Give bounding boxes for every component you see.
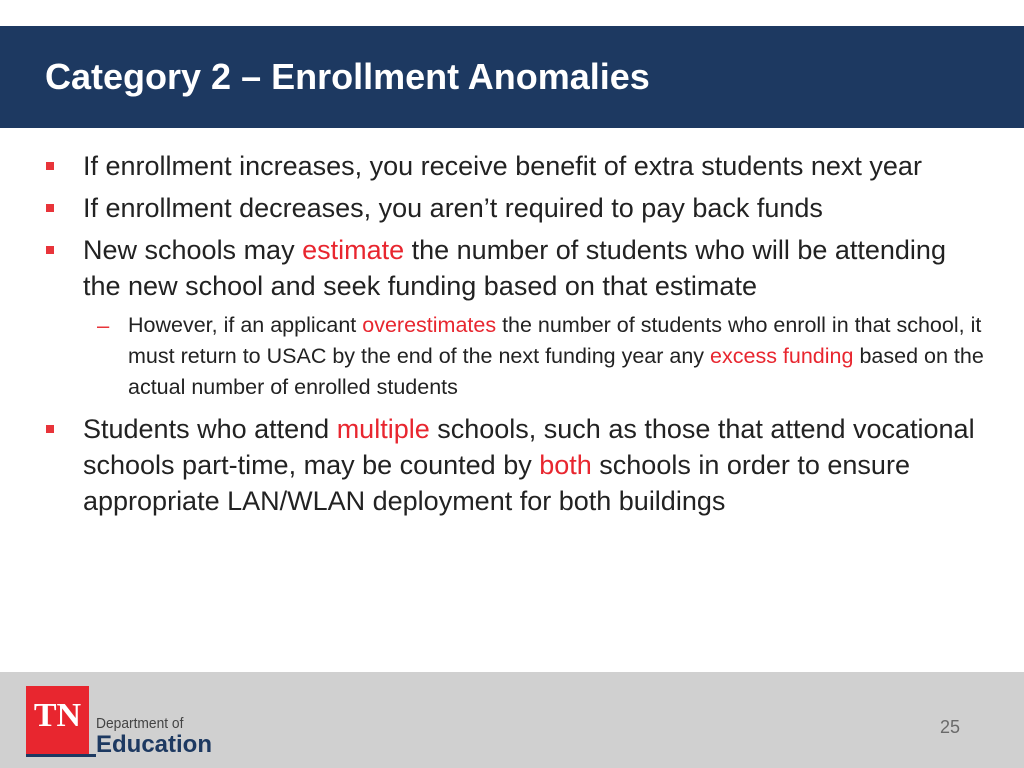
highlight-text: both: [539, 450, 592, 480]
bullet-item: [0, 190, 1024, 226]
logo-underline: [26, 754, 96, 757]
sub-bullet-text-part: based on the actual number of enrolled students: [128, 344, 984, 399]
bullet-text-part: New schools may: [83, 235, 303, 265]
highlight-text: overestimates: [362, 313, 497, 337]
bullet-item: [0, 411, 1024, 519]
education-label: Education: [96, 731, 213, 758]
bullet-square-icon: [46, 425, 54, 433]
slide-content: [0, 148, 1024, 525]
sub-bullet-text-part: However, if an applicant: [128, 313, 363, 337]
bullet-text-part: schools, such as those that attend vocational schools part-time, may be counted by: [83, 414, 975, 480]
bullet-square-icon: [46, 204, 54, 212]
sub-bullet-dash: –: [97, 313, 110, 338]
tn-logo: [26, 686, 89, 756]
highlight-text: excess funding: [710, 344, 854, 368]
slide-title: Category 2 – Enrollment Anomalies: [45, 56, 650, 97]
footer-bar: [0, 672, 1024, 768]
bullet-text-part: the number of students who will be attending the new school and seek funding based on that estimate: [83, 235, 946, 301]
highlight-text: multiple: [336, 414, 430, 444]
bullet-text-part: schools in order to ensure appropriate LAN/WLAN deployment for both buildings: [83, 450, 910, 516]
sub-bullet-item: [0, 310, 1024, 403]
page-number: 25: [939, 717, 961, 737]
bullet-text-part: Students who attend: [83, 414, 337, 444]
bullet-square-icon: [46, 246, 54, 254]
bullet-item: [0, 232, 1024, 304]
bullet-text: If enrollment decreases, you aren’t required to pay back funds: [83, 193, 823, 223]
highlight-text: estimate: [302, 235, 405, 265]
bullet-square-icon: [46, 162, 54, 170]
tn-logo-text: TN: [33, 697, 82, 734]
department-label: Department of: [96, 715, 184, 732]
bullet-item: [0, 148, 1024, 184]
sub-bullet-text-part: the number of students who enroll in that school, it must return to USAC by the end of the next funding year any: [128, 313, 982, 368]
bullet-text: If enrollment increases, you receive benefit of extra students next year: [83, 151, 922, 181]
title-bar: [0, 26, 1024, 128]
